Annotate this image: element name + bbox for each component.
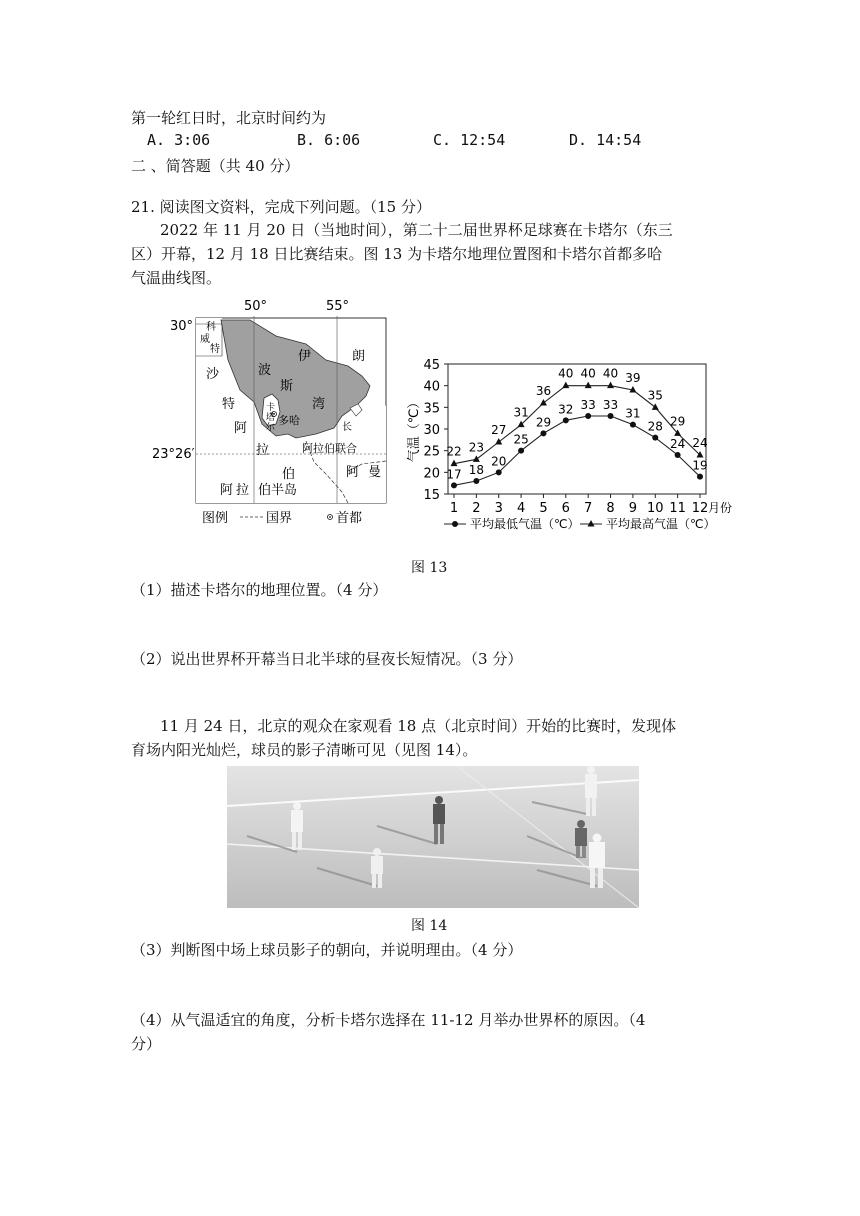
map-lon-55: 55° [326, 299, 350, 314]
q20-stem: 第一轮红日时，北京时间约为 [131, 109, 327, 127]
x-tick-label: 11 [669, 501, 686, 516]
sub-question-4-line1: （4）从气温适宜的角度，分析卡塔尔选择在 11-12 月举办世界杯的原因。（4 [131, 1011, 646, 1029]
map-label-la: 拉 [256, 443, 270, 458]
map-label-la2: 拉 [236, 483, 250, 498]
data-label-min: 33 [580, 398, 596, 412]
doha-temperature-chart [404, 352, 733, 538]
data-label-max: 40 [558, 366, 574, 381]
data-label-max: 39 [625, 371, 641, 385]
data-point-min [697, 474, 703, 480]
map-lat-30: 30° [170, 319, 194, 334]
data-point-min [496, 469, 502, 475]
data-point-min [473, 478, 479, 484]
data-label-min: 33 [602, 398, 619, 412]
data-label-min: 18 [468, 463, 485, 477]
map-label-a: 阿 [234, 421, 248, 436]
map-label-bo2: 波 [258, 363, 272, 378]
data-point-min [540, 430, 546, 436]
map-label-si: 斯 [280, 379, 294, 394]
map-label-a2: 阿 [220, 483, 234, 498]
data-label-min: 19 [692, 458, 708, 473]
data-label-min: 17 [446, 467, 462, 482]
map-legend-border: 国界 [266, 511, 293, 526]
x-tick-label: 6 [561, 501, 570, 516]
x-tick-label: 5 [539, 501, 548, 516]
data-point-min [652, 435, 658, 441]
q21-para2-line1: 11 月 24 日，北京的观众在家观看 18 点（北京时间）开始的比赛时，发现体 [160, 717, 677, 735]
y-tick-label: 40 [423, 379, 440, 395]
q21-intro-line2: 区）开幕，12 月 18 日比赛结束。图 13 为卡塔尔地理位置图和卡塔尔首都多哈 [131, 245, 663, 263]
data-point-min [630, 422, 636, 428]
y-tick-label: 20 [423, 466, 440, 482]
data-label-max: 27 [491, 423, 507, 437]
map-label-lang: 朗 [352, 349, 366, 364]
map-label-chang: 长 [342, 422, 352, 433]
map-label-wan: 湾 [312, 397, 326, 412]
plot-frame [448, 364, 706, 494]
map-label-er: 尔 [266, 423, 276, 433]
q21-intro-line3: 气温曲线图。 [131, 269, 222, 287]
data-label-max: 36 [535, 384, 552, 398]
map-label-wei: 威 [200, 334, 210, 345]
data-label-min: 20 [491, 454, 507, 469]
data-point-min [563, 417, 569, 423]
data-point-max [473, 455, 480, 462]
legend-label-min: 平均最低气温（℃） [470, 517, 580, 531]
data-label-max: 40 [602, 366, 619, 381]
stadium-photo [227, 766, 639, 908]
x-tick-label: 7 [584, 501, 593, 516]
data-point-min [585, 413, 591, 419]
data-point-max [585, 382, 592, 389]
data-label-max: 22 [446, 444, 462, 459]
map-lat-tropic: 23°26′ [152, 447, 195, 462]
map-label-ta: 塔 [266, 413, 276, 423]
qatar-location-map [152, 296, 398, 530]
map-label-uae: 阿拉伯联合 [302, 442, 357, 455]
data-point-min [675, 452, 681, 458]
data-label-max: 24 [692, 436, 708, 450]
sub-question-3: （3）判断图中场上球员影子的朝向，并说明理由。（4 分） [131, 941, 523, 959]
q21-stem: 21. 阅读图文资料，完成下列问题。（15 分） [131, 198, 431, 216]
map-label-peninsula: 伯半岛 [258, 483, 298, 498]
sub-question-2: （2）说出世界杯开幕当日北半球的昼夜长短情况。（3 分） [131, 650, 523, 668]
q20-option-a: A. 3:06 [147, 131, 211, 149]
map-label-ke: 科 [206, 322, 216, 333]
data-point-max [495, 438, 502, 445]
x-tick-label: 10 [646, 501, 664, 516]
map-label-te2: 特 [222, 397, 236, 412]
y-tick-label: 35 [423, 401, 440, 417]
map-legend-title: 图例 [202, 511, 229, 526]
q20-option-d: D. 14:54 [569, 131, 642, 149]
x-tick-label: 1 [449, 501, 459, 516]
sub-question-4-line2: 分） [131, 1035, 162, 1053]
data-label-min: 29 [535, 415, 552, 430]
data-point-max [540, 399, 547, 406]
x-tick-label: 2 [472, 501, 481, 516]
data-label-max: 29 [669, 414, 686, 429]
data-label-max: 23 [468, 440, 485, 455]
data-point-min [608, 413, 614, 419]
x-tick-label: 8 [606, 501, 615, 516]
map-label-bo: 伯 [282, 467, 296, 482]
section-heading: 二 、简答题（共 40 分） [131, 157, 300, 175]
data-point-min [518, 448, 524, 454]
data-point-max [562, 382, 569, 389]
data-label-min: 31 [625, 406, 641, 421]
y-tick-label: 15 [423, 488, 440, 503]
data-label-min: 32 [558, 402, 574, 417]
x-axis-label: 月份 [708, 501, 733, 515]
data-label-min: 25 [513, 432, 529, 447]
data-label-min: 28 [647, 419, 663, 434]
map-lon-50: 50° [244, 299, 268, 314]
legend-marker-max [588, 520, 595, 527]
map-label-sha: 沙 [206, 367, 220, 382]
map-label-man: 曼 [368, 465, 382, 480]
data-label-min: 24 [669, 437, 686, 451]
data-label-max: 31 [513, 405, 529, 420]
y-axis-label: 气温（℃） [407, 395, 422, 463]
map-label-te: 特 [210, 344, 220, 355]
legend-marker-min [452, 521, 458, 527]
y-tick-label: 45 [423, 358, 440, 373]
x-tick-label: 3 [494, 501, 503, 516]
map-label-ka: 卡 [266, 403, 276, 413]
q21-intro-line1: 2022 年 11 月 20 日（当地时间），第二十二届世界杯足球赛在卡塔尔（东三 [160, 221, 673, 239]
data-point-max [652, 403, 659, 410]
map-label-yi: 伊 [298, 349, 312, 364]
x-tick-label: 9 [628, 501, 638, 516]
data-label-max: 40 [580, 366, 596, 381]
x-tick-label: 4 [516, 501, 526, 516]
q21-para2-line2: 育场内阳光灿烂，球员的影子清晰可见（见图 14）。 [131, 741, 478, 759]
data-point-min [451, 482, 457, 488]
legend-label-max: 平均最高气温（℃） [606, 517, 716, 531]
data-label-max: 35 [647, 388, 663, 403]
map-label-a3: 阿 [346, 465, 360, 480]
figure-13-caption: 图 13 [411, 560, 448, 576]
map-label-doha: 多哈 [278, 414, 300, 427]
sub-question-1: （1）描述卡塔尔的地理位置。（4 分） [131, 581, 388, 599]
q20-option-b: B. 6:06 [297, 131, 361, 149]
y-tick-label: 30 [423, 423, 440, 438]
data-point-max [607, 382, 614, 389]
y-tick-label: 25 [423, 444, 440, 460]
q20-option-c: C. 12:54 [433, 131, 506, 149]
x-tick-label: 12 [691, 501, 709, 516]
map-legend-capital: 首都 [336, 511, 363, 526]
figure-14-caption: 图 14 [411, 918, 448, 934]
